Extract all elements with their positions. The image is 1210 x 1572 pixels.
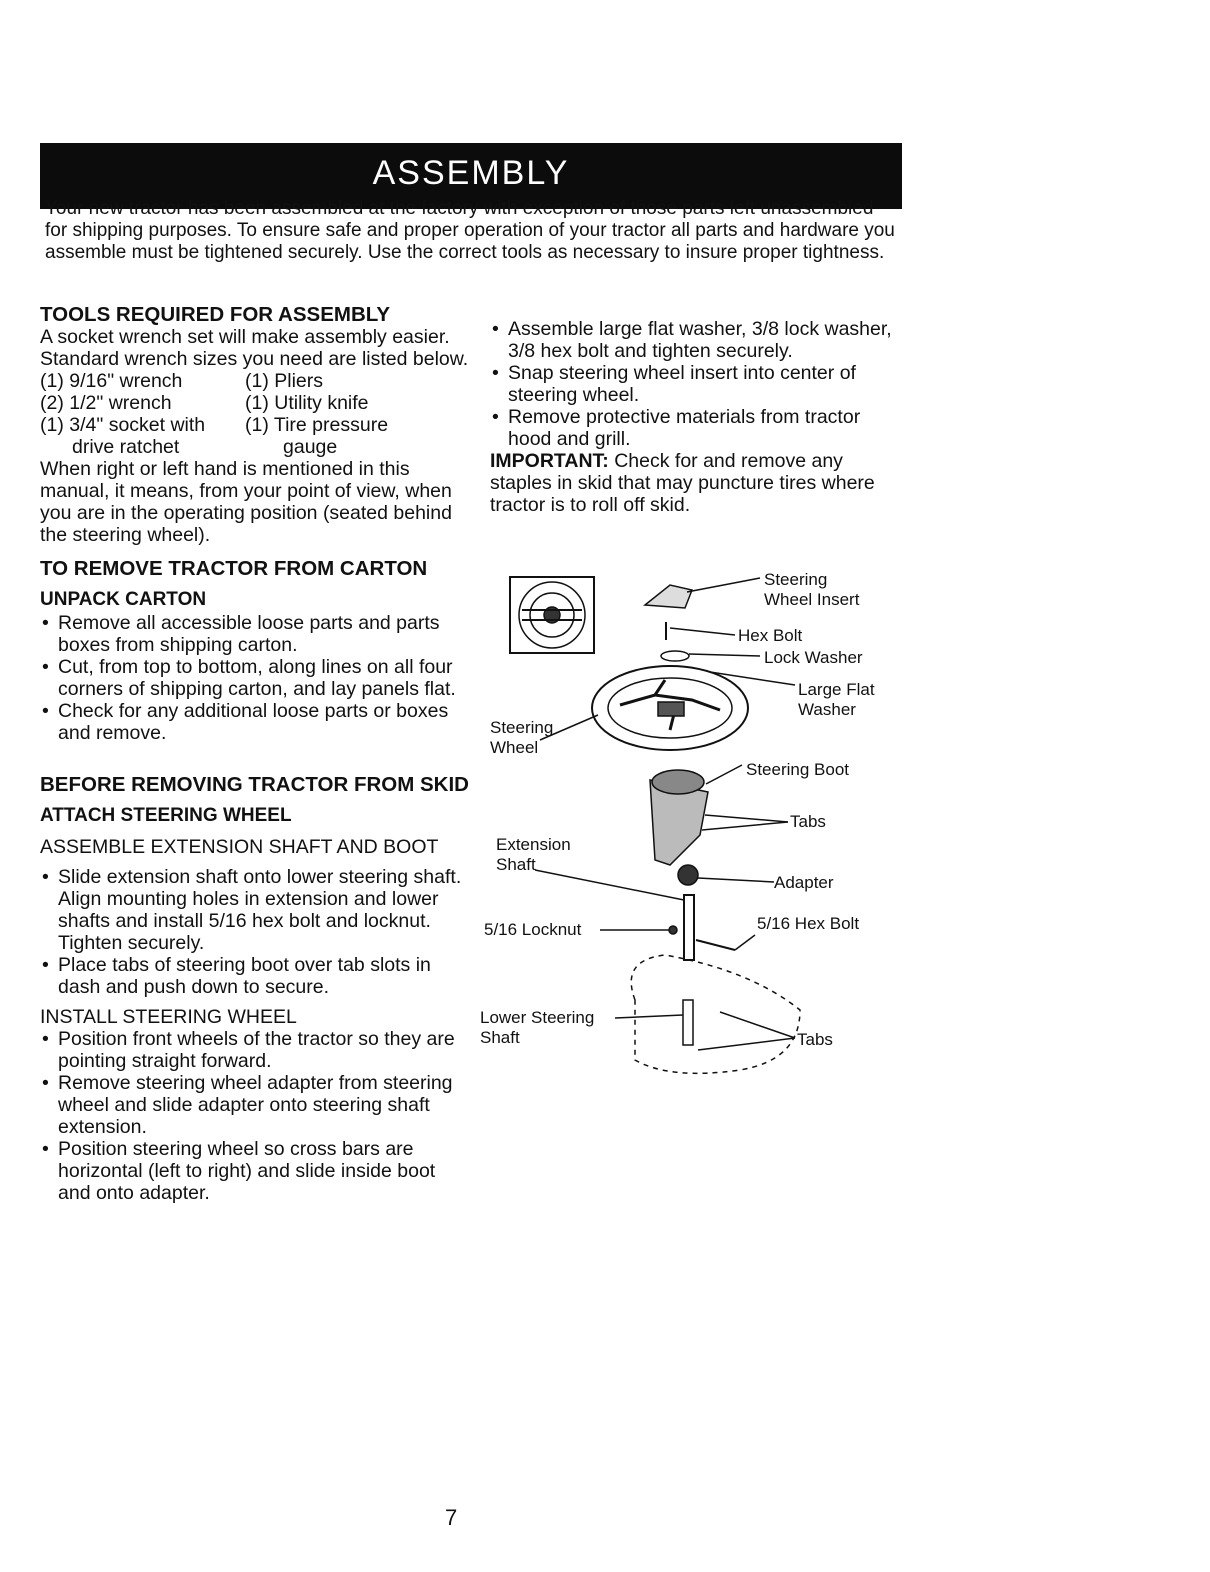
list-item: • Remove all accessible loose parts and parts boxes from shipping carton.: [40, 612, 470, 656]
tool-item: (1) Tire pressure: [245, 414, 389, 436]
label-lower-shaft: [480, 1008, 594, 1048]
list-item: • Place tabs of steering boot over tab slots in dash and push down to secure.: [40, 954, 470, 998]
list-item: • Snap steering wheel insert into center of steering wheel.: [490, 362, 900, 406]
hand-note: When right or left hand is mentioned in this manual, it means, from your point of view, when you are in the operating position (seated behind the steering wheel).: [40, 458, 452, 546]
label-text: Large Flat: [798, 680, 875, 699]
list-item: • Assemble large flat washer, 3/8 lock washer, 3/8 hex bolt and tighten securely.: [490, 318, 900, 362]
label-locknut: 5/16 Locknut: [484, 920, 582, 939]
tool-item: drive ratchet: [72, 436, 180, 458]
list-item: • Remove protective materials from tractor hood and grill.: [490, 406, 900, 450]
label-text: Steering: [490, 718, 554, 737]
label-tabs-lower: Tabs: [797, 1030, 833, 1049]
tool-item: (1) Utility knife: [245, 392, 369, 414]
label-text: Extension: [496, 835, 571, 854]
right-list: [490, 318, 900, 450]
unpack-list: [40, 612, 470, 744]
list-item: • Position steering wheel so cross bars are horizontal (left to right) and slide inside boot and onto adapter.: [40, 1138, 470, 1204]
right-column: [490, 318, 900, 516]
skid-heading: BEFORE REMOVING TRACTOR FROM SKID: [40, 773, 469, 796]
label-text: Wheel Insert: [764, 590, 860, 609]
insert-shape: [645, 585, 692, 608]
label-steering-wheel: [490, 718, 553, 758]
list-item: • Position front wheels of the tractor so they are pointing straight forward.: [40, 1028, 470, 1072]
tools-description: A socket wrench set will make assembly easier. Standard wrench sizes you need are listed below.: [40, 326, 469, 370]
important-note: [490, 450, 900, 516]
list-item: • Slide extension shaft onto lower steering shaft. Align mounting holes in extension and lower shafts and install 5/16 hex bolt and locknut. Tighten securely.: [40, 866, 470, 954]
label-adapter: Adapter: [774, 873, 834, 892]
label-text: Steering: [764, 570, 828, 589]
unpack-subheading: UNPACK CARTON: [40, 589, 207, 610]
tools-list: [40, 370, 470, 458]
label-text: Shaft: [480, 1028, 520, 1047]
page-number: 7: [445, 1505, 458, 1530]
important-text: Check for and remove any staples in skid that may puncture tires where tractor is to roll off skid.: [490, 450, 875, 516]
extension-list: [40, 866, 470, 998]
label-hex-bolt: Hex Bolt: [738, 626, 803, 645]
steering-assembly-diagram: [470, 560, 910, 1120]
tools-heading: TOOLS REQUIRED FOR ASSEMBLY: [40, 303, 391, 326]
attach-subheading: ATTACH STEERING WHEEL: [40, 805, 292, 826]
intro-paragraph: Your new tractor has been assembled at the factory with exception of those parts left unassembled for shipping purposes. To ensure safe and proper operation of your tractor all parts and hardware you assemble must be tightened securely. Use the correct tools as necessary to insure proper tightness.: [45, 198, 895, 263]
label-text: Wheel: [490, 738, 539, 757]
label-hex-bolt-516: 5/16 Hex Bolt: [757, 914, 860, 933]
label-insert: [764, 570, 859, 610]
label-extension-shaft: [496, 835, 571, 875]
remove-heading: TO REMOVE TRACTOR FROM CARTON: [40, 557, 428, 580]
tool-item: (1) 3/4" socket with: [40, 414, 206, 436]
tool-item: (1) Pliers: [245, 370, 324, 392]
list-item: • Remove steering wheel adapter from steering wheel and slide adapter onto steering shaft extension.: [40, 1072, 470, 1138]
extension-subheading: ASSEMBLE EXTENSION SHAFT AND BOOT: [40, 836, 439, 858]
label-text: Shaft: [496, 855, 536, 874]
install-list: [40, 1028, 470, 1204]
label-lock-washer: Lock Washer: [764, 648, 863, 667]
list-item: • Cut, from top to bottom, along lines on all four corners of shipping carton, and lay panels flat.: [40, 656, 470, 700]
tool-item: (1) 9/16" wrench: [40, 370, 183, 392]
label-steering-boot: Steering Boot: [746, 760, 850, 779]
tool-item: gauge: [283, 436, 338, 458]
label-text: Lower Steering: [480, 1008, 595, 1027]
assembly-banner: ASSEMBLY: [40, 143, 902, 209]
list-item: • Check for any additional loose parts or boxes and remove.: [40, 700, 470, 744]
tool-item: (2) 1/2" wrench: [40, 392, 172, 414]
label-flat-washer: [798, 680, 875, 720]
label-tabs-upper: Tabs: [790, 812, 826, 831]
label-text: Washer: [798, 700, 856, 719]
left-column: [40, 304, 470, 1204]
install-subheading: INSTALL STEERING WHEEL: [40, 1006, 297, 1028]
important-label: IMPORTANT:: [490, 450, 609, 472]
